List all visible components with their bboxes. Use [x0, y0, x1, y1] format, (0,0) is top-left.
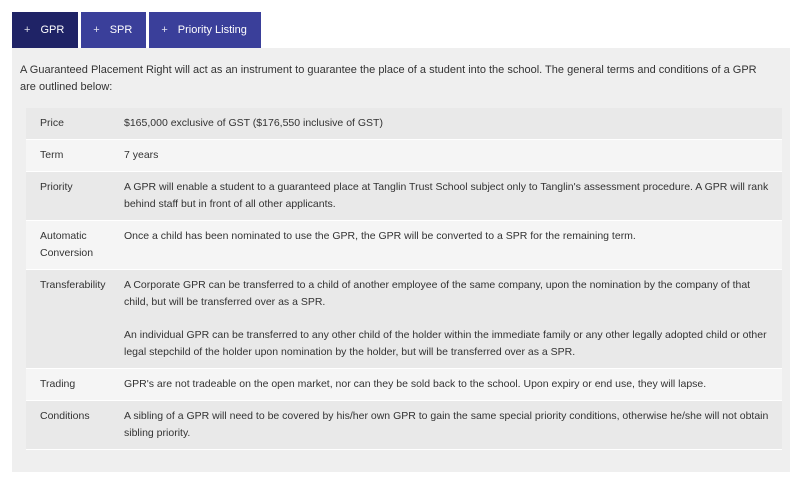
row-label: Transferability — [40, 279, 106, 291]
tab-label: GPR — [40, 24, 65, 36]
row-label: Price — [40, 117, 64, 129]
tab-label: Priority Listing — [177, 24, 247, 36]
intro-text: A Guaranteed Placement Right will act as an instrument to guarantee the place of a student into the school. The general terms and conditions of a GPR are outlined below: — [20, 64, 757, 93]
table-row — [26, 140, 782, 172]
row-value — [124, 376, 782, 393]
plus-icon: + — [161, 24, 168, 36]
row-value-text: $165,000 exclusive of GST ($176,550 inclusive of GST) — [124, 117, 383, 129]
plus-icon: + — [93, 24, 100, 36]
row-label: Priority — [40, 181, 73, 193]
row-label: Automatic Conversion — [40, 230, 94, 259]
row-value-text: A GPR will enable a student to a guaranteed place at Tanglin Trust School subject only to Tanglin's assessment procedure. A GPR will rank behind staff but in front of all other applicants. — [124, 181, 769, 210]
table-row — [26, 172, 782, 221]
tab-label: SPR — [109, 24, 133, 36]
row-label: Trading — [40, 378, 76, 390]
row-value — [124, 408, 782, 442]
row-value — [124, 179, 782, 213]
table-row — [26, 221, 782, 270]
table-row — [26, 369, 782, 401]
tab-priority-listing[interactable] — [149, 12, 261, 48]
row-label: Term — [40, 149, 64, 161]
table-row — [26, 401, 782, 450]
row-value-text: GPR's are not tradeable on the open market, nor can they be sold back to the school. Upon expiry or end use, they will lapse. — [124, 378, 707, 390]
table-row — [26, 270, 782, 369]
table-row — [26, 108, 782, 140]
tab-spr[interactable] — [81, 12, 146, 48]
tab-bar — [12, 12, 261, 48]
row-value — [124, 147, 782, 164]
row-value-text: A sibling of a GPR will need to be covered by his/her own GPR to gain the same special priority conditions, otherwise he/she will not obtain sibling priority. — [124, 410, 769, 439]
row-value-text: A Corporate GPR can be transferred to a child of another employee of the same company, upon the nomination by the company of that child, but will be transferred over as a SPR. — [124, 279, 751, 308]
row-value-text: An individual GPR can be transferred to any other child of the holder within the immediate family or any other legally adopted child or other legal stepchild of the holder upon nomination by the holder, but will be transferred over as a SPR. — [124, 329, 767, 358]
row-label: Conditions — [40, 410, 90, 422]
row-value-text: Once a child has been nominated to use the GPR, the GPR will be converted to a SPR for the remaining term. — [124, 230, 636, 242]
row-value — [124, 277, 782, 361]
row-value-text: 7 years — [124, 149, 159, 161]
tab-panel-gpr — [12, 48, 790, 472]
tab-gpr[interactable] — [12, 12, 78, 48]
plus-icon: + — [24, 24, 31, 36]
footer-strip — [0, 472, 800, 496]
row-value — [124, 115, 782, 132]
terms-table — [26, 108, 782, 450]
row-value — [124, 228, 782, 262]
